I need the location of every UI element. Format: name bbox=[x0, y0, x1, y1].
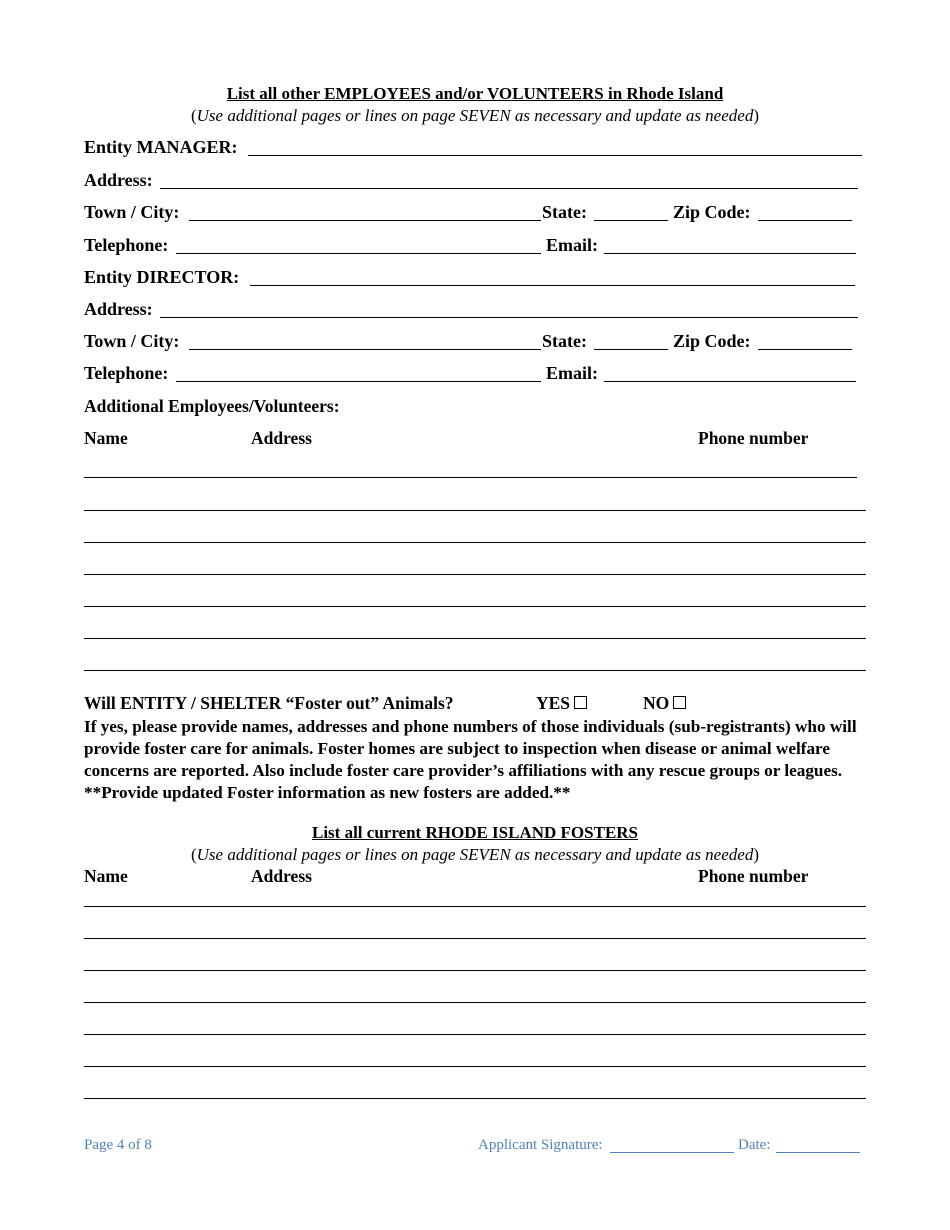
foster-no-label: NO bbox=[643, 693, 670, 713]
additional-row-line[interactable] bbox=[84, 670, 866, 671]
fosters-note-text: Use additional pages or lines on page SEVEN as necessary and update as needed bbox=[196, 845, 754, 864]
fosters-col-address: Address bbox=[251, 866, 312, 886]
director-town-label: Town / City: bbox=[84, 331, 180, 351]
manager-email-field[interactable] bbox=[604, 253, 856, 254]
fosters-section-note bbox=[0, 845, 950, 865]
foster-question: Will ENTITY / SHELTER “Foster out” Animals? bbox=[84, 693, 454, 713]
fosters-col-phone: Phone number bbox=[698, 866, 809, 886]
director-zip-label: Zip Code: bbox=[673, 331, 751, 351]
employees-section-title: List all other EMPLOYEES and/or VOLUNTEERS in Rhode Island bbox=[226, 84, 724, 103]
signature-label: Applicant Signature: bbox=[478, 1137, 603, 1153]
page-number: Page 4 of 8 bbox=[84, 1137, 152, 1153]
yes-checkbox-icon[interactable] bbox=[574, 696, 587, 709]
manager-telephone-label: Telephone: bbox=[84, 235, 169, 255]
foster-yes-label: YES bbox=[536, 693, 571, 713]
foster-row-line[interactable] bbox=[84, 938, 866, 939]
manager-email-label: Email: bbox=[546, 235, 598, 255]
manager-field[interactable] bbox=[248, 155, 862, 156]
no-checkbox-icon[interactable] bbox=[673, 696, 686, 709]
foster-yes-option[interactable] bbox=[536, 693, 587, 714]
director-town-field[interactable] bbox=[189, 349, 541, 350]
director-email-field[interactable] bbox=[604, 381, 856, 382]
foster-row-line[interactable] bbox=[84, 1002, 866, 1003]
foster-row-line[interactable] bbox=[84, 1098, 866, 1099]
additional-row-line[interactable] bbox=[84, 606, 866, 607]
manager-town-label: Town / City: bbox=[84, 202, 180, 222]
additional-col-name: Name bbox=[84, 428, 128, 448]
paren-close: ) bbox=[753, 845, 759, 864]
manager-town-field[interactable] bbox=[189, 220, 541, 221]
additional-col-phone: Phone number bbox=[698, 428, 809, 448]
manager-telephone-field[interactable] bbox=[176, 253, 541, 254]
foster-no-option[interactable] bbox=[643, 693, 686, 714]
foster-row-line[interactable] bbox=[84, 970, 866, 971]
director-telephone-field[interactable] bbox=[176, 381, 541, 382]
additional-row-line[interactable] bbox=[84, 574, 866, 575]
fosters-section-title: List all current RHODE ISLAND FOSTERS bbox=[311, 823, 639, 842]
manager-address-label: Address: bbox=[84, 170, 153, 190]
director-zip-field[interactable] bbox=[758, 349, 852, 350]
paren-close: ) bbox=[753, 106, 759, 125]
fosters-col-name: Name bbox=[84, 866, 128, 886]
director-address-label: Address: bbox=[84, 299, 153, 319]
director-field[interactable] bbox=[250, 285, 855, 286]
foster-instructions: If yes, please provide names, addresses and phone numbers of those individuals (sub-registrants) who will provide foster care for animals. Foster homes are subject to inspection when disease or animal welfare concerns are reported. Also include foster care provider’s affiliations with any rescue groups or leagues. **Provide updated Foster information as new fosters are added.** bbox=[84, 717, 857, 802]
manager-state-field[interactable] bbox=[594, 220, 668, 221]
director-state-label: State: bbox=[542, 331, 587, 351]
manager-address-field[interactable] bbox=[160, 188, 858, 189]
signature-field[interactable] bbox=[610, 1152, 734, 1153]
additional-heading: Additional Employees/Volunteers: bbox=[84, 396, 340, 416]
director-state-field[interactable] bbox=[594, 349, 668, 350]
additional-row-line[interactable] bbox=[84, 542, 866, 543]
paren-open: ( bbox=[190, 845, 197, 864]
date-label: Date: bbox=[738, 1137, 771, 1153]
foster-row-line[interactable] bbox=[84, 1066, 866, 1067]
manager-label: Entity MANAGER: bbox=[84, 137, 238, 157]
manager-zip-label: Zip Code: bbox=[673, 202, 751, 222]
director-email-label: Email: bbox=[546, 363, 598, 383]
paren-open: ( bbox=[190, 106, 197, 125]
director-telephone-label: Telephone: bbox=[84, 363, 169, 383]
director-label: Entity DIRECTOR: bbox=[84, 267, 240, 287]
foster-row-line[interactable] bbox=[84, 906, 866, 907]
employees-note-text: Use additional pages or lines on page SEVEN as necessary and update as needed bbox=[196, 106, 754, 125]
manager-state-label: State: bbox=[542, 202, 587, 222]
employees-section-note bbox=[0, 106, 950, 126]
manager-zip-field[interactable] bbox=[758, 220, 852, 221]
additional-row-line[interactable] bbox=[84, 638, 866, 639]
director-address-field[interactable] bbox=[160, 317, 858, 318]
additional-col-address: Address bbox=[251, 428, 312, 448]
date-field[interactable] bbox=[776, 1152, 860, 1153]
additional-row-line[interactable] bbox=[84, 510, 866, 511]
additional-row-line[interactable] bbox=[84, 477, 857, 478]
foster-row-line[interactable] bbox=[84, 1034, 866, 1035]
